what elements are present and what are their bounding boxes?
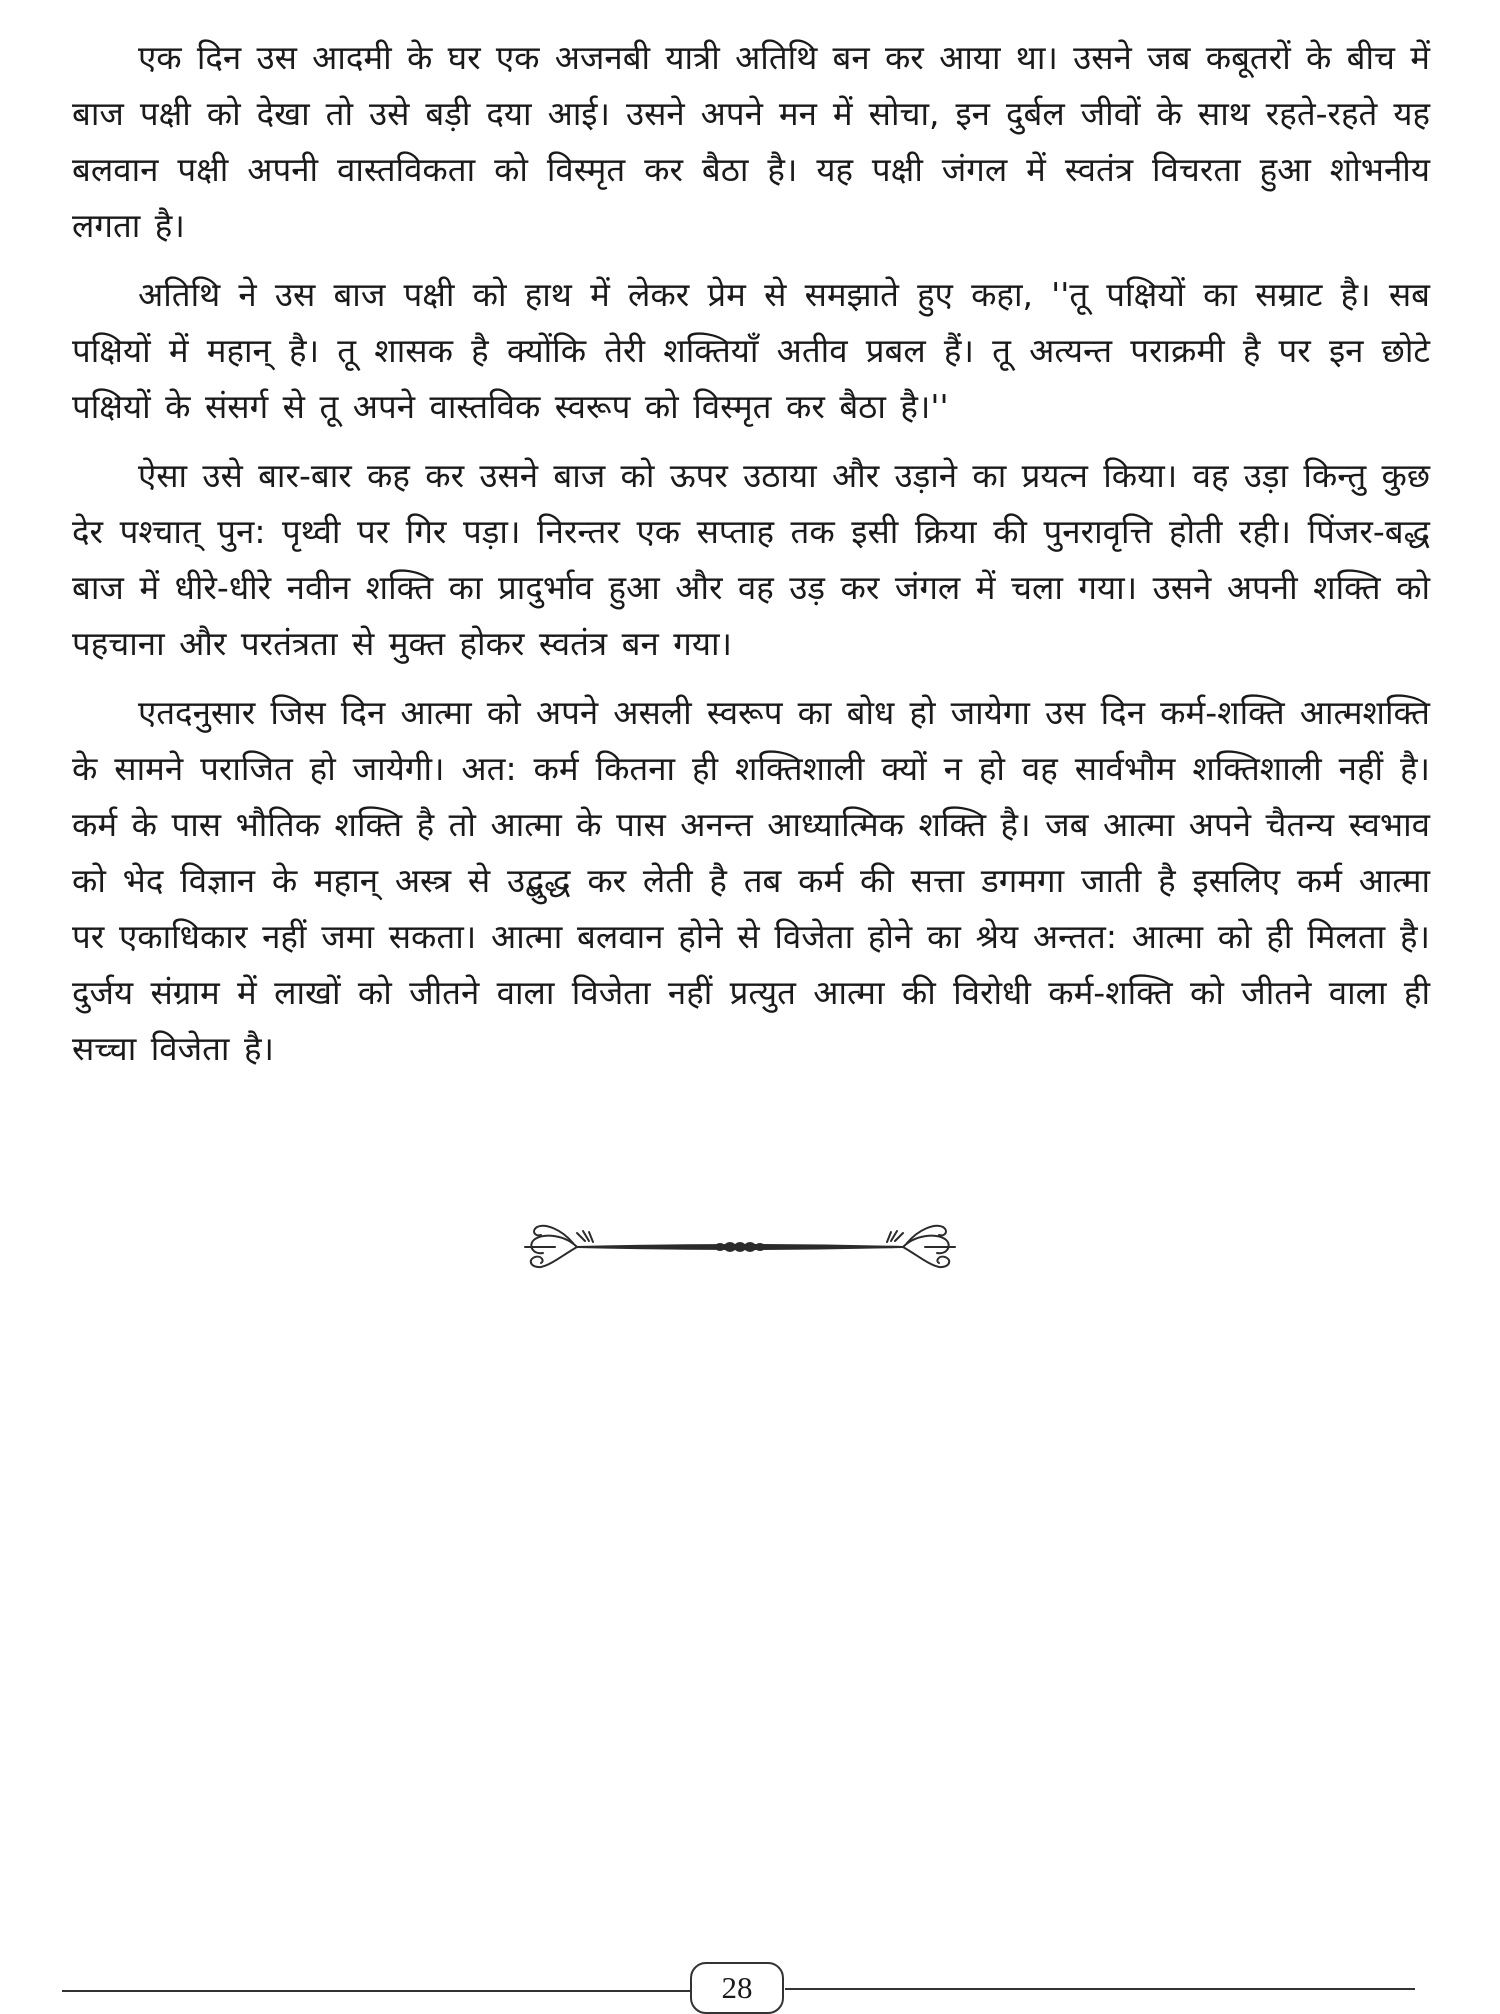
paragraph-soul-victory: एतदनुसार जिस दिन आत्मा को अपने असली स्वरूप का बोध हो जायेगा उस दिन कर्म-शक्ति आत्मशक्ति के सामने पराजित हो जायेगी। अत: कर्म कितना ही शक्तिशाली क्यों न हो वह सार्वभौम शक्तिशाली नहीं है। कर्म के पास भौतिक शक्ति है तो आत्मा के पास अनन्त आध्यात्मिक शक्ति है। जब आत्मा अपने चैतन्य स्वभाव को भेद विज्ञान के महान् अस्त्र से उद्बुद्ध कर लेती है तब कर्म की सत्ता डगमगा जाती है इसलिए कर्म आत्मा पर एकाधिकार नहीं जमा सकता। आत्मा बलवान होने से विजेता होने का श्रेय अन्तत: आत्मा को ही मिलता है। दुर्जय संग्राम में लाखों को जीतने वाला विजेता नहीं प्रत्युत आत्मा की विरोधी कर्म-शक्ति को जीतने वाला ही सच्चा विजेता है। bbox=[72, 693, 1430, 1068]
footer-rule-right bbox=[785, 1988, 1415, 1990]
paragraph-guest-sees-hawk: एक दिन उस आदमी के घर एक अजनबी यात्री अतिथि बन कर आया था। उसने जब कबूतरों के बीच में बाज पक्षी को देखा तो उसे बड़ी दया आई। उसने अपने मन में सोचा, इन दुर्बल जीवों के साथ रहते-रहते यह बलवान पक्षी अपनी वास्तविकता को विस्मृत कर बैठा है। यह पक्षी जंगल में स्वतंत्र विचरता हुआ शोभनीय लगता है। bbox=[72, 38, 1431, 245]
paragraph-guest-speaks: अतिथि ने उस बाज पक्षी को हाथ में लेकर प्रेम से समझाते हुए कहा, ''तू पक्षियों का सम्राट है। सब पक्षियों में महान् है। तू शासक है क्योंकि तेरी शक्तियाँ अतीव प्रबल हैं। तू अत्यन्त पराक्रमी है पर इन छोटे पक्षियों के संसर्ग से तू अपने वास्तविक स्वरूप को विस्मृत कर बैठा है।'' bbox=[72, 275, 1430, 426]
page-number: 28 bbox=[690, 1962, 784, 2014]
page-body bbox=[72, 30, 1430, 1090]
paragraph-hawk-flies: ऐसा उसे बार-बार कह कर उसने बाज को ऊपर उठाया और उड़ाने का प्रयत्न किया। वह उड़ा किन्तु कुछ देर पश्चात् पुन: पृथ्वी पर गिर पड़ा। निरन्तर एक सप्ताह तक इसी क्रिया की पुनरावृत्ति होती रही। पिंजर-बद्ध बाज में धीरे-धीरे नवीन शक्ति का प्रादुर्भाव हुआ और वह उड़ कर जंगल में चला गया। उसने अपनी शक्ति को पहचाना और परतंत्रता से मुक्त होकर स्वतंत्र बन गया। bbox=[72, 456, 1430, 663]
flourish-divider-icon bbox=[515, 1205, 965, 1285]
footer-rule-left bbox=[62, 1990, 690, 1992]
